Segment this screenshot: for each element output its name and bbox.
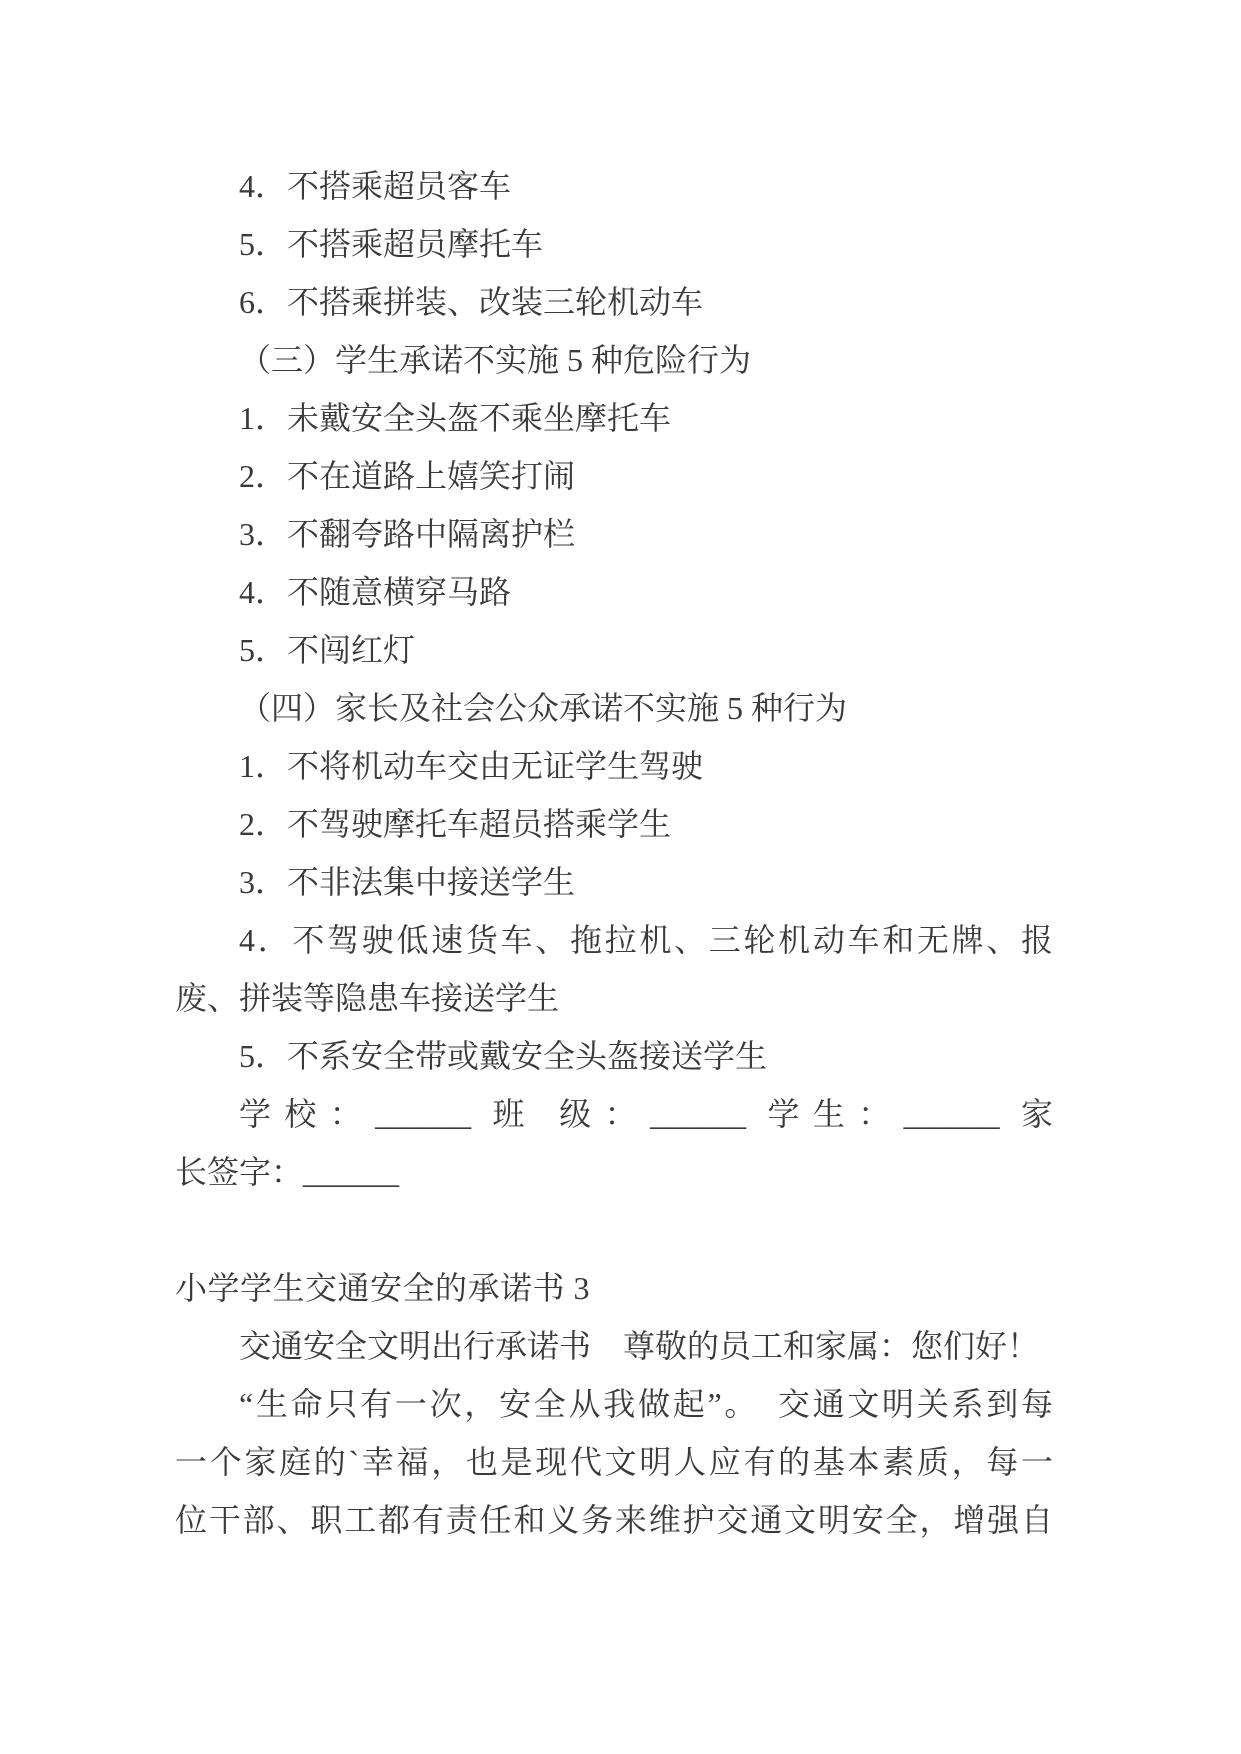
text-line: 一个家庭的`幸福，也是现代文明人应有的基本素质，每一: [175, 1444, 1053, 1480]
signature-line: 学校：______ 班 级：______ 学生：______ 家: [239, 1096, 1053, 1132]
text-line: 废、拼装等隐患车接送学生: [175, 980, 560, 1016]
text-line: 1．不将机动车交由无证学生驾驶: [239, 748, 704, 784]
text-line: 4．不搭乘超员客车: [239, 168, 512, 204]
text-line: （四）家长及社会公众承诺不实施 5 种行为: [239, 690, 848, 726]
text-line: 5．不闯红灯: [239, 632, 416, 668]
blank-line: [175, 1201, 1053, 1259]
text-line: （三）学生承诺不实施 5 种危险行为: [239, 342, 752, 378]
text-line: 2．不驾驶摩托车超员搭乘学生: [239, 806, 672, 842]
text-line: 4．不驾驶低速货车、拖拉机、三轮机动车和无牌、报: [239, 922, 1053, 958]
text-line: 位干部、职工都有责任和义务来维护交通文明安全，增强自: [175, 1502, 1053, 1538]
text-line: 3．不翻夸路中隔离护栏: [239, 516, 576, 552]
signature-line: 长签字：______: [175, 1154, 400, 1190]
document-body: [175, 157, 1053, 1549]
text-line: 3．不非法集中接送学生: [239, 864, 576, 900]
text-line: 5．不系安全带或戴安全头盔接送学生: [239, 1038, 768, 1074]
text-line: 6．不搭乘拼装、改装三轮机动车: [239, 284, 704, 320]
text-line: 交通安全文明出行承诺书 尊敬的员工和家属：您们好！: [239, 1328, 1040, 1364]
text-line: 4．不随意横穿马路: [239, 574, 512, 610]
text-line: 5．不搭乘超员摩托车: [239, 226, 544, 262]
text-line: 2．不在道路上嬉笑打闹: [239, 458, 576, 494]
text-line: “生命只有一次，安全从我做起”。 交通文明关系到每: [239, 1386, 1053, 1422]
text-line: 1．未戴安全头盔不乘坐摩托车: [239, 400, 672, 436]
section-heading: 小学学生交通安全的承诺书 3: [175, 1270, 591, 1306]
